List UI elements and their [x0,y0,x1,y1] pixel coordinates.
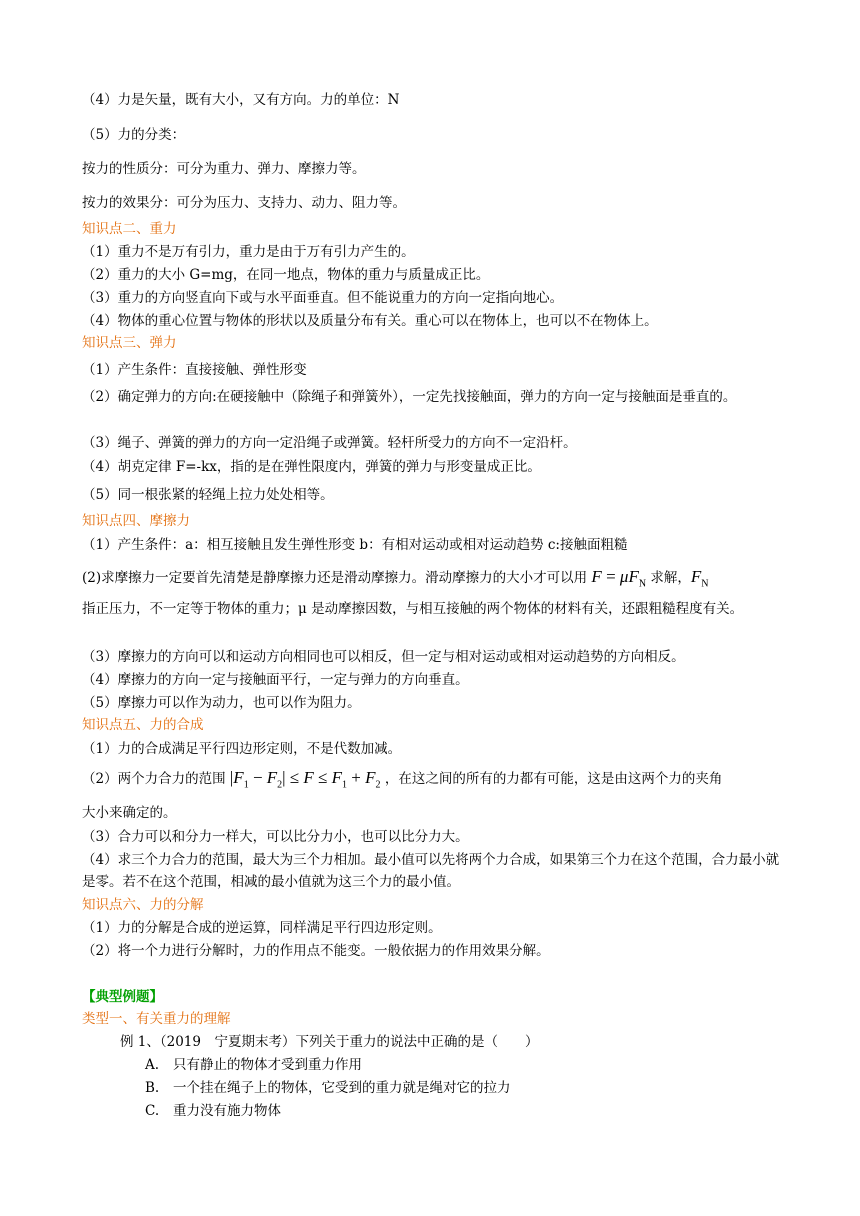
gravity-item-3: （3）重力的方向竖直向下或与水平面垂直。但不能说重力的方向一定指向地心。 [82,290,564,306]
heading-composition: 知识点五、力的合成 [82,717,204,733]
para-vector: （4）力是矢量，既有大小，又有方向。力的单位：N [82,92,400,108]
para-classification: （5）力的分类： [82,127,186,143]
decomposition-item-1: （1）力的分解是合成的逆运算，同样满足平行四边形定则。 [82,920,442,936]
option-a [145,1056,362,1074]
option-a-text: 只有静止的物体才受到重力作用 [173,1057,362,1073]
friction-item-4: （4）摩擦力的方向一定与接触面平行，一定与弹力的方向垂直。 [82,672,469,688]
friction-item-2-cont: 指正压力，不一定等于物体的重力；μ 是动摩擦因数，与相互接触的两个物体的材料有关，还跟粗糙程度有关。 [82,601,744,617]
friction-formula: $F = \mu F_N$ [591,567,647,590]
friction-item-3: （3）摩擦力的方向可以和运动方向相同也可以相反，但一定与相对运动或相对运动趋势的方向相反。 [82,649,685,665]
friction-item-2-text: (2)求摩擦力一定要首先清楚是静摩擦力还是滑动摩擦力。滑动摩擦力的大小才可以用 [82,570,588,586]
option-c [145,1102,281,1120]
elastic-item-2: （2）确定弹力的方向:在硬接触中（除绳子和弹簧外），一定先找接触面，弹力的方向一定与接触面是垂直的。 [82,389,737,405]
option-a-label: A. [145,1057,160,1073]
elastic-item-3: （3）绳子、弹簧的弹力的方向一定沿绳子或弹簧。轻杆所受力的方向不一定沿杆。 [82,435,577,451]
section-typical-examples: 【典型例题】 [82,989,163,1005]
option-b-label: B. [145,1080,160,1096]
composition-item-2-tail: ，在这之间的所有的力都有可能，这是由这两个力的夹角 [384,771,723,787]
decomposition-item-2: （2）将一个力进行分解时，力的作用点不能变。一般依据力的作用效果分解。 [82,943,550,959]
heading-elastic: 知识点三、弹力 [82,335,177,351]
composition-item-4: （4）求三个力合力的范围，最大为三个力相加。最小值可以先将两个力合成，如果第三个力在这个范围，合力最小就是零。若不在这个范围，相减的最小值就为这三个力的最小值。 [82,852,780,890]
elastic-item-5: （5）同一根张紧的轻绳上拉力处处相等。 [82,487,334,503]
heading-friction: 知识点四、摩擦力 [82,513,190,529]
example-1-question: 例 1、（2019 宁夏期末考）下列关于重力的说法中正确的是（ ） [120,1034,539,1050]
option-c-label: C. [145,1103,160,1119]
composition-item-2-text: （2）两个力合力的范围 [82,771,226,787]
friction-item-2-tail: 求解， [650,570,691,586]
option-b [145,1079,511,1097]
para-by-nature: 按力的性质分：可分为重力、弹力、摩擦力等。 [82,161,366,177]
heading-decomposition: 知识点六、力的分解 [82,897,204,913]
heading-type-1: 类型一、有关重力的理解 [82,1011,231,1027]
gravity-item-2: （2）重力的大小 G=mg，在同一地点，物体的重力与质量成正比。 [82,267,490,283]
elastic-item-1: （1）产生条件：直接接触、弹性形变 [82,362,307,378]
friction-item-5: （5）摩擦力可以作为动力，也可以作为阻力。 [82,695,361,711]
composition-item-2 [82,769,722,794]
range-formula: $|F_1 - F_2| \le F \le F_1 + F_2$ [229,768,381,791]
option-b-text: 一个挂在绳子上的物体，它受到的重力就是绳对它的拉力 [173,1080,511,1096]
composition-item-2-cont: 大小来确定的。 [82,805,177,821]
elastic-item-4: （4）胡克定律 F=-kx，指的是在弹性限度内，弹簧的弹力与形变量成正比。 [82,459,541,475]
gravity-item-1: （1）重力不是万有引力，重力是由于万有引力产生的。 [82,244,415,260]
normal-force-symbol: $F_N$ [690,567,709,590]
option-c-text: 重力没有施力物体 [173,1103,281,1119]
heading-gravity: 知识点二、重力 [82,221,177,237]
composition-item-1: （1）力的合成满足平行四边形定则，不是代数加减。 [82,741,402,757]
para-by-effect: 按力的效果分：可分为压力、支持力、动力、阻力等。 [82,195,406,211]
composition-item-3: （3）合力可以和分力一样大，可以比分力小，也可以比分力大。 [82,829,469,845]
gravity-item-4: （4）物体的重心位置与物体的形状以及质量分布有关。重心可以在物体上，也可以不在物体上。 [82,313,658,329]
friction-item-1: （1）产生条件：a：相互接触且发生弹性形变 b：有相对运动或相对运动趋势 c:接触面粗糙 [82,537,628,553]
friction-item-2 [82,568,708,593]
